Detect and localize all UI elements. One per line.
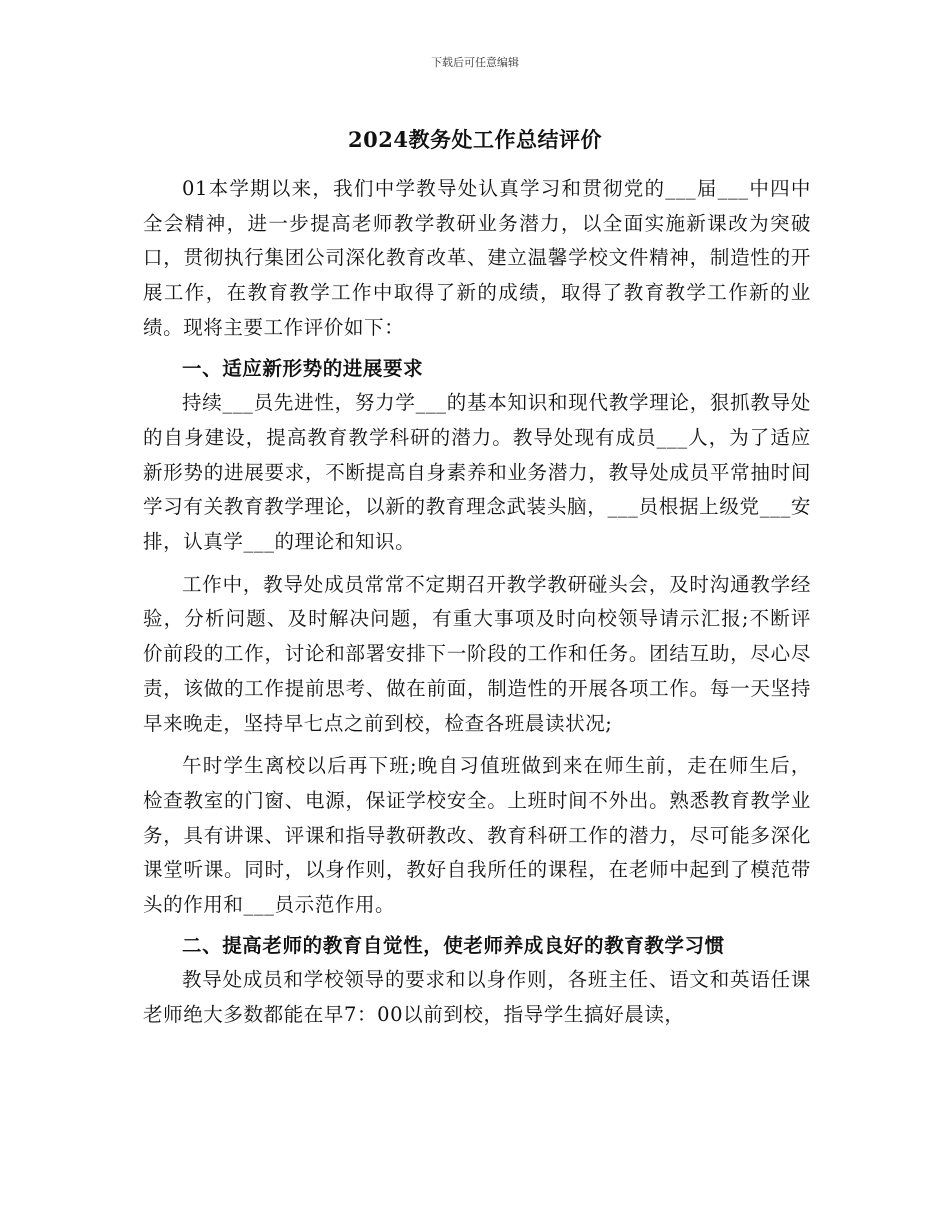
section-heading-2: 二、提高老师的教育自觉性，使老师养成良好的教育教学习惯 (182, 933, 725, 957)
paragraph-section1-b: 工作中，教导处成员常常不定期召开教学教研碰头会，及时沟通教学经验，分析问题、及时解决问题，有重大事项及时向校领导请示汇报;不断评价前段的工作，讨论和部署安排下一阶段的工作和任务。团结互助，尽心尽责，该做的工作提前思考、做在前面，制造性的开展各项工作。每一天坚持早来晚走，坚持早七点之前到校，检查各班晨读状况; (143, 572, 811, 735)
document-title: 2024教务处工作总结评价 (348, 127, 602, 152)
paragraph-section1-a: 持续___员先进性，努力学___的基本知识和现代教学理论，狠抓教导处的自身建设，提高教育教学科研的潜力。教导处现有成员___人，为了适应新形势的进展要求，不断提高自身素养和业务潜力，教导处成员平常抽时间学习有关教育教学理论，以新的教育理念武装头脑，___员根据上级党___安排，认真学___的理论和知识。 (143, 391, 811, 554)
document-body (143, 172, 811, 1033)
section-heading-1: 一、适应新形势的进展要求 (182, 356, 424, 380)
paragraph-intro: 01本学期以来，我们中学教导处认真学习和贯彻党的___届___中四中全会精神，进一步提高老师教学教研业务潜力，以全面实施新课改为突破口，贯彻执行集团公司深化教育改革、建立温馨学校文件精神，制造性的开展工作，在教育教学工作中取得了新的成绩，取得了教育教学工作新的业绩。现将主要工作评价如下： (143, 177, 811, 339)
header-note: 下载后可任意编辑 (431, 56, 519, 69)
paragraph-section1-c: 午时学生离校以后再下班;晚自习值班做到来在师生前，走在师生后，检查教室的门窗、电源，保证学校安全。上班时间不外出。熟悉教育教学业务，具有讲课、评课和指导教研教改、教育科研工作的潜力，尽可能多深化课堂听课。同时，以身作则，教好自我所任的课程，在老师中起到了模范带头的作用和___员示范作用。 (143, 754, 811, 917)
paragraph-section2-a: 教导处成员和学校领导的要求和以身作则，各班主任、语文和英语任课老师绝大多数都能在早7：00以前到校，指导学生搞好晨读， (143, 968, 811, 1027)
